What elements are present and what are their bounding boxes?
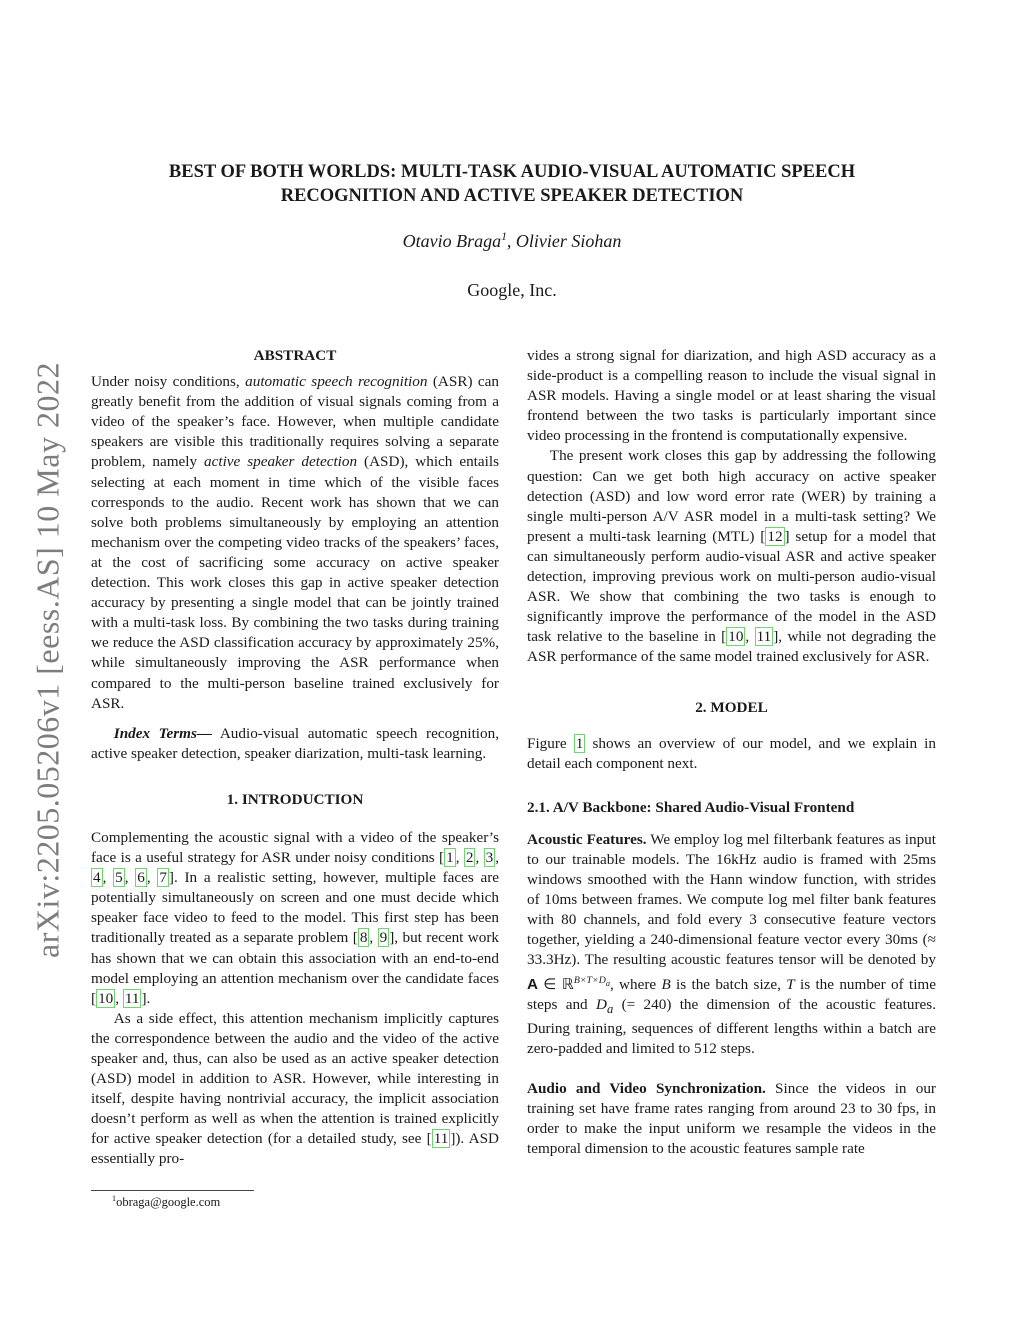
model-text: (= 240) the dimension of the acoustic features. During training, sequences of different lengths within a batch are zero-padded and limited to 512 steps. <box>527 995 936 1057</box>
left-column <box>91 346 499 1170</box>
math-symbol: B <box>661 975 671 993</box>
citation-link[interactable]: 11 <box>756 628 772 646</box>
abstract-percentage: 25% <box>467 634 496 652</box>
math-superscript <box>574 975 610 986</box>
author-1-footnote-mark: 1 <box>501 230 507 243</box>
model-text: is the number of time steps and <box>527 975 936 1013</box>
math-symbol: T <box>786 975 795 993</box>
math-symbol: A <box>527 975 538 993</box>
footnote <box>112 1194 220 1210</box>
intro-text: ] setup for a model that can simultaneously perform audio-visual ASR and active speaker detection, improving previous work on multi-person audio-visual ASR. We show that combining the two tasks is enough to significantly improve the performance of the model in the ASD task relative to the baseline in [ <box>527 527 936 646</box>
intro-paragraph-2-continued: vides a strong signal for diarization, and high ASD accuracy as a side-product is a compelling reason to include the visual signal in ASR models. Having a single model or at least sharing the visual frontend between the two tasks is particularly important since video processing in the frontend is computationally expensive. <box>527 347 936 445</box>
sync-label: Audio and Video Synchronization. <box>527 1080 766 1097</box>
citation-link[interactable]: 12 <box>767 527 783 545</box>
figure-link[interactable]: 1 <box>575 734 584 752</box>
model-text: Since the videos in our training set have frame rates ranging from around 23 to 30 fps, in order to make the input uniform we resample the videos in the temporal dimension to the acoustic features sample rate <box>527 1080 936 1158</box>
authors <box>120 230 904 252</box>
math-superscript-text: B×T×D <box>573 974 606 986</box>
math-symbol: ∈ ℝ <box>537 975 574 993</box>
citation-link[interactable]: 1 <box>446 849 454 867</box>
abstract-heading: ABSTRACT <box>253 347 337 364</box>
citation-link[interactable]: 10 <box>98 989 114 1007</box>
author-separator: , <box>506 231 516 251</box>
model-text: shows an overview of our model, and we explain in detail each component next. <box>527 734 936 772</box>
citation-link[interactable]: 2 <box>465 849 474 867</box>
intro-text: ], while not degrading the ASR performance of the same model trained exclusively for ASR. <box>527 628 936 666</box>
title-line-2: RECOGNITION AND ACTIVE SPEAKER DETECTION <box>280 186 744 206</box>
abstract-text: (ASD), which entails selecting at each moment in time which of the visible faces corresponds to the audio. Recent work has shown that we can solve both problems simultaneously by employing an attention mechanism over the competing video tracks of the speakers’ faces, at the cost of sacrificing some accuracy on active speaker detection. This work closes this gap in active speaker detection accuracy by presenting a single model that can be jointly trained with a multi-task loss. By combining the two tasks during training we reduce the ASD classification accuracy by approximately <box>91 453 499 652</box>
model-text: Figure <box>527 734 574 752</box>
citation-link[interactable]: 10 <box>728 628 744 646</box>
model-text: We employ log mel filterbank features as input to our trainable models. The 16kHz audio is framed with 25ms windows smoothed with the Hann window function, with strides of 10ms between frames. We compute log mel filter bank features with 80 channels, and fold every 3 consecutive feature vectors together, yielding a 240-dimensional feature vector every 30ms (≈ 33.3Hz). The resulting acoustic features tensor will be denoted by <box>527 830 936 969</box>
citation-link[interactable]: 6 <box>137 869 145 887</box>
affiliation: Google, Inc. <box>467 280 557 300</box>
citation-link[interactable]: 7 <box>159 869 167 887</box>
author-1: Otavio Braga <box>402 231 502 251</box>
index-terms-text: Audio-visual automatic speech recognition, active speaker detection, speaker diarization, multi-task learning. <box>91 724 499 762</box>
abstract-text: Under noisy conditions, <box>91 373 246 391</box>
footnote-divider <box>91 1190 254 1191</box>
math-subscript: a <box>605 978 610 988</box>
citation-link[interactable]: 11 <box>124 989 140 1007</box>
citation-link[interactable]: 9 <box>379 929 388 947</box>
index-terms-label: Index Terms— <box>113 724 213 742</box>
model-paragraph <box>527 734 936 774</box>
intro-text: ]. In a realistic setting, however, multiple faces are potentially simultaneously on screen and one must decide which speaker face video to feed to the model. This first step has been traditionally treated as a separate problem [ <box>91 869 500 947</box>
arxiv-identifier-text: arXiv:2205.05206v1 [eess.AS] 10 May 2022 <box>29 362 66 958</box>
citation-link[interactable]: 3 <box>485 849 494 867</box>
acoustic-features-paragraph <box>527 830 936 1059</box>
intro-text: The present work closes this gap by addressing the following question: Can we get both high accuracy on active speaker detection (ASD) and low word error rate (WER) by training a single multi-person A/V ASR model in a multi-task setting? We present a multi-task learning (MTL) [ <box>527 447 936 545</box>
intro-text: ]). ASD essentially pro- <box>91 1130 499 1168</box>
acoustic-features-label: Acoustic Features. <box>527 830 647 848</box>
citation-link[interactable]: 5 <box>115 869 123 887</box>
intro-text: As a side effect, this attention mechanism implicitly captures the correspondence between the audio and the video of the active speaker and, thus, can also be used as an active speaker detection (ASD) model in addition to ASR. However, while interesting in itself, despite having nontrivial accuracy, the implicit association doesn’t perform as well as when the attention is trained explicitly for active speaker detection (for a detailed study, see [ <box>91 1009 499 1148</box>
abstract-body <box>91 372 499 714</box>
intro-text: ]. <box>141 989 151 1007</box>
intro-text: Complementing the acoustic signal with a video of the speaker’s face is a useful strategy for ASR under noisy conditions [ <box>91 828 499 867</box>
model-text: , where <box>609 975 662 993</box>
index-terms <box>91 724 499 764</box>
right-column <box>527 346 936 1159</box>
subsection-heading: 2.1. A/V Backbone: Shared Audio-Visual Frontend <box>527 798 855 816</box>
sync-paragraph <box>527 1079 936 1159</box>
model-heading: 2. MODEL <box>695 698 768 716</box>
intro-paragraph-1: Complementing the acoustic signal with a video of the speaker’s face is a useful strategy for ASR under noisy conditions [ 1 , 2 , 3 , 4 , 5 , 6 , 7 ]. In a realistic setting, however, multiple faces are potentially simultaneously on screen and one must decide which speaker face video to feed to the model. This first step has been traditionally treated as a separate problem [ 8 , 9 ], but recent work has shown that we can obtain this association with an end-to-end model employing an attention mechanism over the candidate faces [ 10 , 11 ]. <box>91 828 500 1007</box>
abstract-text: (ASR) can greatly benefit from the addition of visual signals coming from a video of the speaker’s face. However, when multiple candidate speakers are visible this traditionally requires solving a separate problem, namely <box>91 373 499 471</box>
abstract-text: , while simultaneously improving the ASR performance when compared to the multi-person baseline trained exclusively for ASR. <box>91 634 499 712</box>
abstract-term-asr: automatic speech recognition <box>245 373 428 391</box>
introduction-heading: 1. INTRODUCTION <box>226 790 364 808</box>
footnote-mark: 1 <box>112 1194 117 1203</box>
abstract-term-asd: active speaker detection <box>204 453 358 471</box>
author-2: Olivier Siohan <box>515 231 622 251</box>
paper-title <box>120 160 904 208</box>
citation-link[interactable]: 8 <box>359 929 368 947</box>
intro-paragraph-3: The present work closes this gap by addressing the following question: Can we get both high accuracy on active speaker detection (ASD) and low word error rate (WER) by training a single multi-person A/V ASR model in a multi-task setting? We present a multi-task learning (MTL) [ 12 ] setup for a model that can simultaneously perform audio-visual ASR and active speaker detection, improving previous work on multi-person audio-visual ASR. We show that combining the two tasks is enough to significantly improve the performance of the model in the ASD task relative to the baseline in [ 10 , 11 ], while not degrading the ASR performance of the same model trained exclusively for ASR. <box>527 447 936 666</box>
model-text: is the batch size, <box>670 975 787 993</box>
citation-link[interactable]: 11 <box>433 1130 449 1148</box>
intro-text: ], but recent work has shown that we can obtain this association with an end-to-end model employing an attention mechanism over the candidate faces [ <box>91 929 500 1007</box>
footnote-email: obraga@google.com <box>116 1195 221 1210</box>
math-subscript: a <box>606 1001 614 1016</box>
title-line-1: BEST OF BOTH WORLDS: MULTI-TASK AUDIO-VISUAL AUTOMATIC SPEECH <box>168 162 856 182</box>
intro-paragraph-2 <box>91 1009 499 1170</box>
math-symbol: D <box>595 995 607 1013</box>
citation-link[interactable]: 4 <box>93 869 101 887</box>
